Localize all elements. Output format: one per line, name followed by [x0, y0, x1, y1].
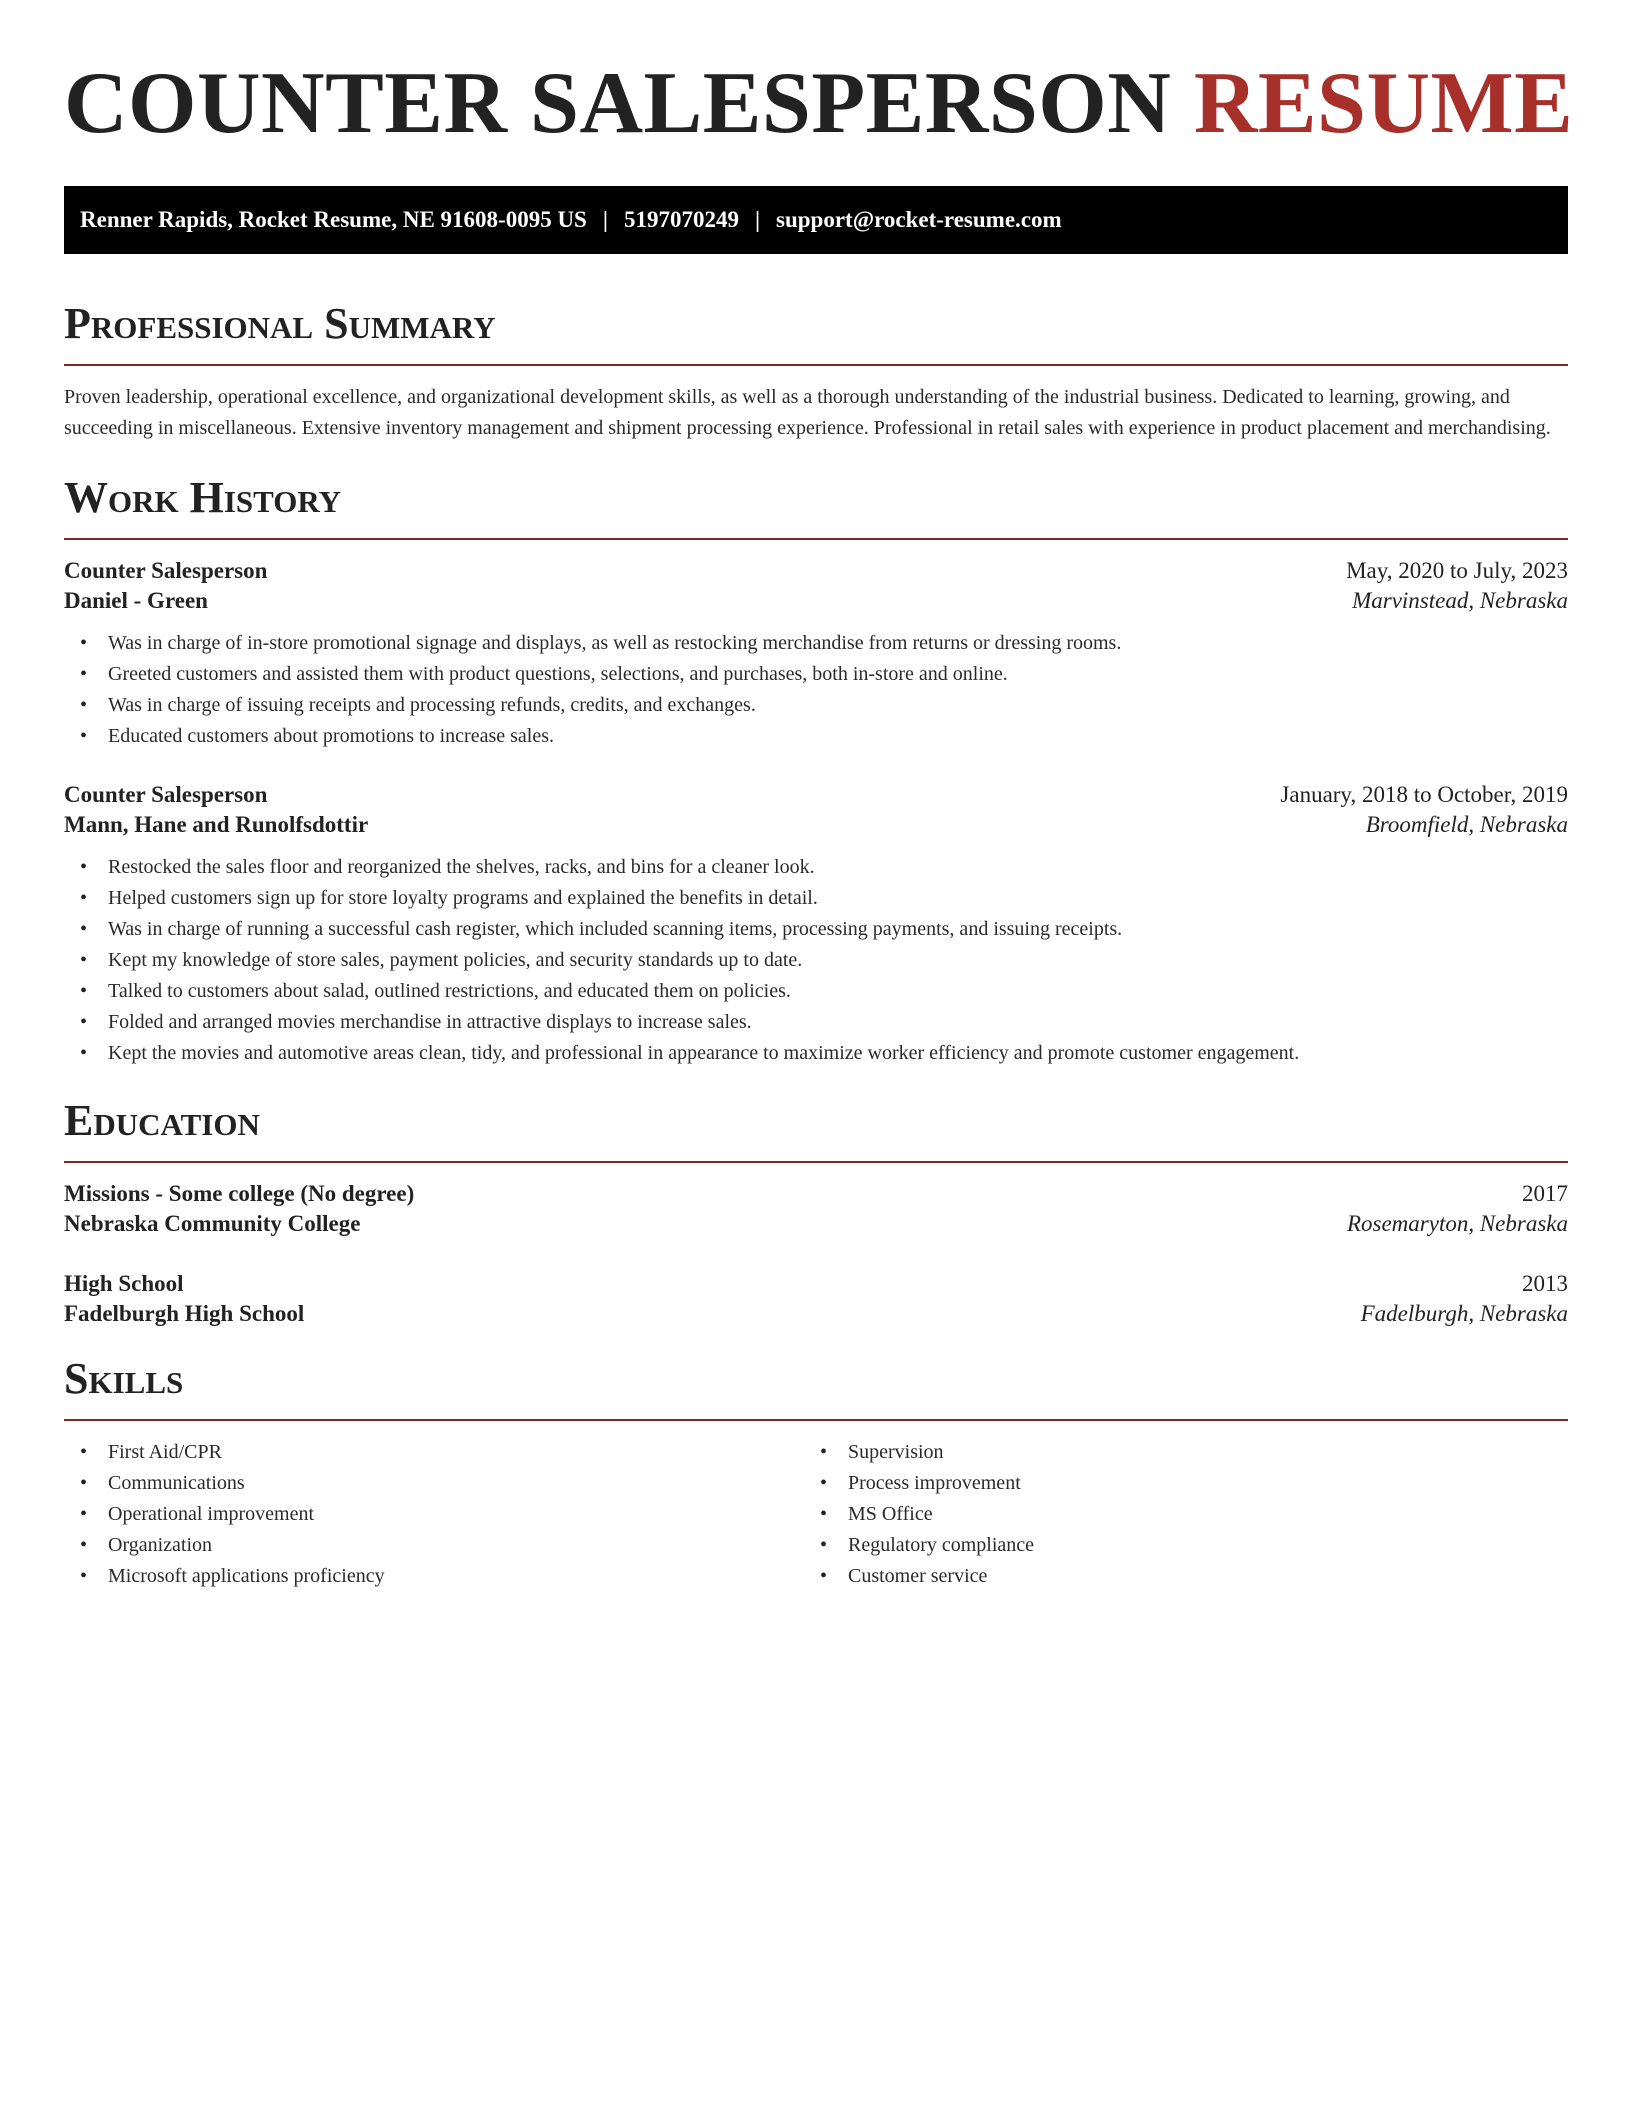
job-duty: • Was in charge of running a successful cash register, which included scanning items, processing payments, and issuing receipts. — [64, 914, 1568, 945]
contact-separator: | — [754, 207, 761, 232]
contact-phone[interactable]: 5197070249 — [623, 207, 739, 232]
section-heading-summary: Professional Summary — [64, 299, 496, 348]
education-school: Nebraska Community College — [64, 1211, 361, 1236]
education-school-row — [64, 1301, 1568, 1327]
education-location: Rosemaryton, Nebraska — [1346, 1211, 1568, 1236]
job-duty: • Was in charge of in-store promotional signage and displays, as well as restocking merchandise from returns or dressing rooms. — [64, 628, 1568, 659]
skill-item: • MS Office — [804, 1499, 1544, 1530]
education-degree: High School — [64, 1271, 184, 1296]
job-location: Broomfield, Nebraska — [1365, 812, 1568, 837]
education-degree-row — [64, 1271, 1568, 1297]
job-duty: • Educated customers about promotions to increase sales. — [64, 721, 1568, 752]
education-school-row — [64, 1211, 1568, 1237]
work-history-section — [64, 472, 1568, 1069]
education-entry — [64, 1181, 1568, 1237]
job-duty: • Was in charge of issuing receipts and processing refunds, credits, and exchanges. — [64, 690, 1568, 721]
summary-text: Proven leadership, operational excellence, and organizational development skills, as well as a thorough understanding of the industrial business. Dedicated to learning, growing, and succeeding in miscellaneous. Extensive inventory management and shipment processing experience. Professional in retail sales with experience in product placement and merchandising. — [64, 386, 1551, 439]
skill-item: • Supervision — [804, 1437, 1544, 1468]
skill-item: • First Aid/CPR — [64, 1437, 804, 1468]
section-heading-skills: Skills — [64, 1354, 184, 1403]
job-duty: • Kept my knowledge of store sales, payment policies, and security standards up to date. — [64, 945, 1568, 976]
skills-list-right — [804, 1437, 1544, 1592]
job-company-row — [64, 588, 1568, 614]
section-heading-education: Education — [64, 1096, 260, 1145]
section-divider — [64, 1161, 1568, 1163]
job-company-row — [64, 812, 1568, 838]
skill-item: • Organization — [64, 1530, 804, 1561]
job-duties-list — [64, 628, 1568, 752]
education-degree-row — [64, 1181, 1568, 1207]
job-dates: January, 2018 to October, 2019 — [1280, 782, 1568, 807]
title-main: COUNTER SALESPERSON — [64, 55, 1172, 152]
job-dates: May, 2020 to July, 2023 — [1346, 558, 1568, 583]
job-title: Counter Salesperson — [64, 558, 268, 583]
job-header-row — [64, 782, 1568, 808]
skill-item: • Customer service — [804, 1561, 1544, 1592]
skills-section — [64, 1353, 1568, 1592]
job-duty: • Helped customers sign up for store loyalty programs and explained the benefits in detail. — [64, 883, 1568, 914]
education-year: 2017 — [1522, 1181, 1568, 1206]
section-divider — [64, 1419, 1568, 1421]
education-section — [64, 1095, 1568, 1327]
education-entry — [64, 1271, 1568, 1327]
job-location: Marvinstead, Nebraska — [1352, 588, 1568, 613]
section-heading-work: Work History — [64, 473, 342, 522]
job-duty: • Kept the movies and automotive areas clean, tidy, and professional in appearance to maximize worker efficiency and promote customer engagement. — [64, 1038, 1568, 1069]
summary-section — [64, 298, 1568, 444]
job-duty: • Talked to customers about salad, outlined restrictions, and educated them on policies. — [64, 976, 1568, 1007]
job-entry — [64, 782, 1568, 1069]
job-company: Mann, Hane and Runolfsdottir — [64, 812, 369, 837]
skills-list-left — [64, 1437, 804, 1592]
skill-item: • Microsoft applications proficiency — [64, 1561, 804, 1592]
education-degree: Missions - Some college (No degree) — [64, 1181, 415, 1206]
skill-item: • Operational improvement — [64, 1499, 804, 1530]
education-location: Fadelburgh, Nebraska — [1360, 1301, 1568, 1326]
contact-bar — [64, 186, 1568, 254]
title-accent: RESUME — [1193, 55, 1574, 152]
skill-item: • Communications — [64, 1468, 804, 1499]
skill-item: • Regulatory compliance — [804, 1530, 1544, 1561]
job-entry — [64, 558, 1568, 752]
job-company: Daniel - Green — [64, 588, 208, 613]
skill-item: • Process improvement — [804, 1468, 1544, 1499]
job-duties-list — [64, 852, 1568, 1069]
job-duty: • Restocked the sales floor and reorganized the shelves, racks, and bins for a cleaner look. — [64, 852, 1568, 883]
job-title: Counter Salesperson — [64, 782, 268, 807]
resume-title — [64, 55, 1574, 152]
contact-email[interactable]: support@rocket-resume.com — [776, 207, 1062, 232]
education-year: 2013 — [1522, 1271, 1568, 1296]
resume-page — [64, 0, 1574, 1592]
skills-columns — [64, 1437, 1568, 1592]
job-duty: • Folded and arranged movies merchandise in attractive displays to increase sales. — [64, 1007, 1568, 1038]
section-divider — [64, 364, 1568, 366]
contact-address: Renner Rapids, Rocket Resume, NE 91608-0095 US — [80, 207, 587, 232]
job-duty: • Greeted customers and assisted them with product questions, selections, and purchases, both in-store and online. — [64, 659, 1568, 690]
contact-separator: | — [602, 207, 608, 232]
education-school: Fadelburgh High School — [64, 1301, 305, 1326]
job-header-row — [64, 558, 1568, 584]
section-divider — [64, 538, 1568, 540]
